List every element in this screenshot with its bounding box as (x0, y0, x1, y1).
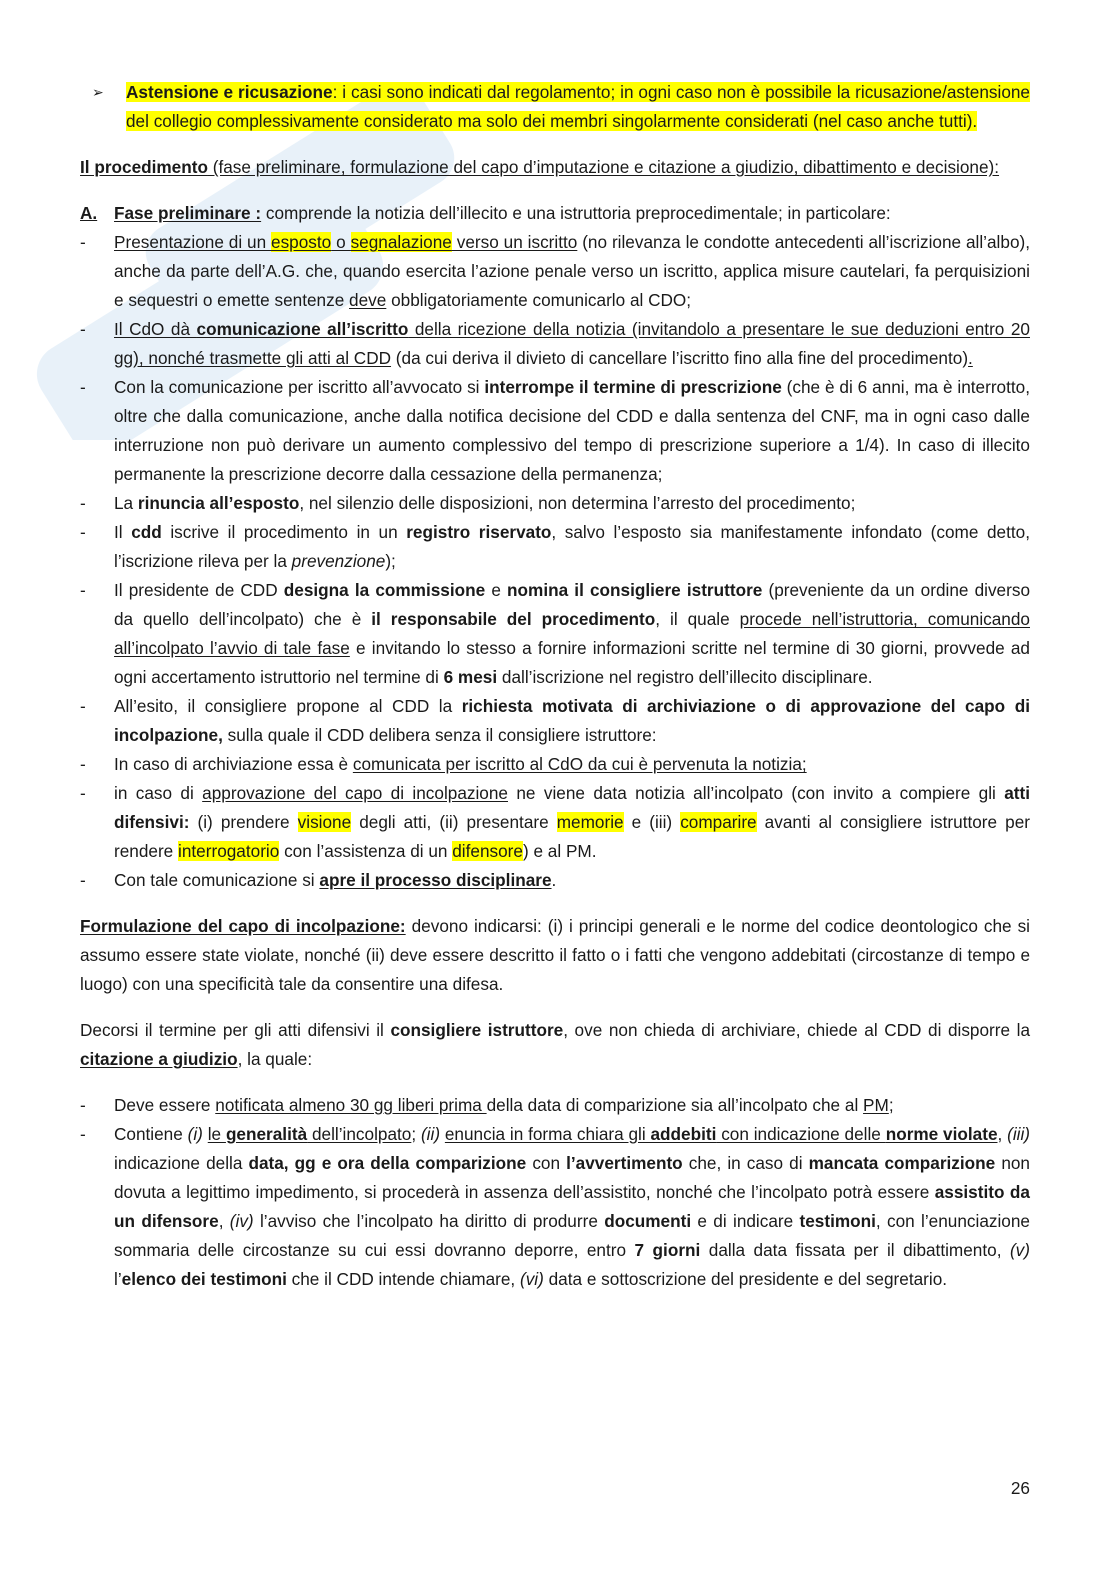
list-item: - Il cdd iscrive il procedimento in un registro riservato, salvo l’esposto sia manifestamente infondato (come detto, l’iscrizione rileva per la prevenzione); (80, 522, 1030, 571)
fase-preliminare-heading: A. Fase preliminare : comprende la notizia dell’illecito e una istruttoria preprocedimentale; in particolare: (80, 203, 891, 223)
list-item: - Presentazione di un esposto o segnalazione verso un iscritto (no rilevanza le condotte antecedenti all’iscrizione all’albo), anche da parte dell’A.G. che, quando esercita l’azione penale verso un iscritto, applica misure cautelari, fa perquisizioni e sequestri o emette sentenze deve obbligatoriamente comunicarlo al CDO; (80, 232, 1030, 310)
list-item: - Il presidente de CDD designa la commissione e nomina il consigliere istruttore (preveniente da un ordine diverso da quello dell’incolpato) che è il responsabile del procedimento, il quale procede nell’istruttoria, comunicando all’incolpato l’avvio di tale fase e invitando lo stesso a fornire informazioni scritte nel termine di 30 giorni, provvede ad ogni accertamento istruttorio nel termine di 6 mesi dall’iscrizione nel registro dell’illecito disciplinare. (80, 580, 1030, 687)
list-item: - Con la comunicazione per iscritto all’avvocato si interrompe il termine di prescrizione (che è di 6 anni, ma è interrotto, oltre che dalla comunicazione, anche dalla notifica decisione del CDD e dalla sentenza del CNF, ma in ogni caso dalle interruzione non può derivare un aumento complessivo del tempo di prescrizione superiore a 1/4). In caso di illecito permanente la prescrizione decorre dalla cessazione della permanenza; (80, 377, 1030, 484)
list-item: - Con tale comunicazione si apre il processo disciplinare. (80, 870, 557, 890)
arrow-bullet-icon: ➢ (92, 84, 104, 100)
page-number: 26 (1010, 1478, 1030, 1498)
list-item: - Il CdO dà comunicazione all’iscritto della ricezione della notizia (invitandolo a presentare le sue deduzioni entro 20 gg), nonché trasmette gli atti al CDD (da cui deriva il divieto di cancellare l’iscritto fino alla fine del procedimento). (80, 319, 1030, 368)
list-item: - in caso di approvazione del capo di incolpazione ne viene data notizia all’incolpato (con invito a compiere gli atti difensivi: (i) prendere visione degli atti, (ii) presentare memorie e (iii) comparire avanti al consigliere istruttore per rendere interrogatorio con l’assistenza di un difensore) e al PM. (80, 783, 1030, 861)
list-item: - La rinuncia all’esposto, nel silenzio delle disposizioni, non determina l’arresto del procedimento; (80, 493, 856, 513)
list-item: - All’esito, il consigliere propone al CDD la richiesta motivata di archiviazione o di approvazione del capo di incolpazione, sulla quale il CDD delibera senza il consigliere istruttore: (80, 696, 1030, 745)
list-item: - In caso di archiviazione essa è comunicata per iscritto al CdO da cui è pervenuta la notizia; (80, 754, 807, 774)
formulazione-paragraph: Formulazione del capo di incolpazione: devono indicarsi: (i) i principi generali e le norme del codice deontologico che si assumo essere state violate, nonché (ii) deve essere descritto il fatto o i fatti che vengono addebitati (circostanze di tempo e luogo) con una specificità tale da consentire una difesa. (80, 916, 1031, 994)
document-body (80, 78, 1030, 1294)
decorsi-paragraph: Decorsi il termine per gli atti difensivi il consigliere istruttore, ove non chieda di archiviare, chiede al CDD di disporre la citazione a giudizio, la quale: (80, 1020, 1031, 1069)
astensione-paragraph: ➢ Astensione e ricusazione: i casi sono indicati dal regolamento; in ogni caso non è possibile la ricusazione/astensione del collegio complessivamente considerato ma solo dei membri singolarmente considerati (nel caso anche tutti). (80, 78, 1030, 136)
list-item: - Deve essere notificata almeno 30 gg liberi prima della data di comparizione sia all’incolpato che al PM; (80, 1095, 894, 1115)
procedimento-heading: Il procedimento (fase preliminare, formulazione del capo d’imputazione e citazione a giudizio, dibattimento e decisione): (80, 157, 1000, 177)
list-item: - Contiene (i) le generalità dell’incolpato; (ii) enuncia in forma chiara gli addebiti con indicazione delle norme violate, (iii) indicazione della data, gg e ora della comparizione con l’avvertimento che, in caso di mancata comparizione non dovuta a legittimo impedimento, si procederà in assenza dell’assistito, nonché che l’incolpato potrà essere assistito da un difensore, (iv) l’avviso che l’incolpato ha diritto di produrre documenti e di indicare testimoni, con l’enunciazione sommaria delle circostanze su cui essi dovranno deporre, entro 7 giorni dalla data fissata per il dibattimento, (v) l’elenco dei testimoni che il CDD intende chiamare, (vi) data e sottoscrizione del presidente e del segretario. (80, 1124, 1031, 1289)
